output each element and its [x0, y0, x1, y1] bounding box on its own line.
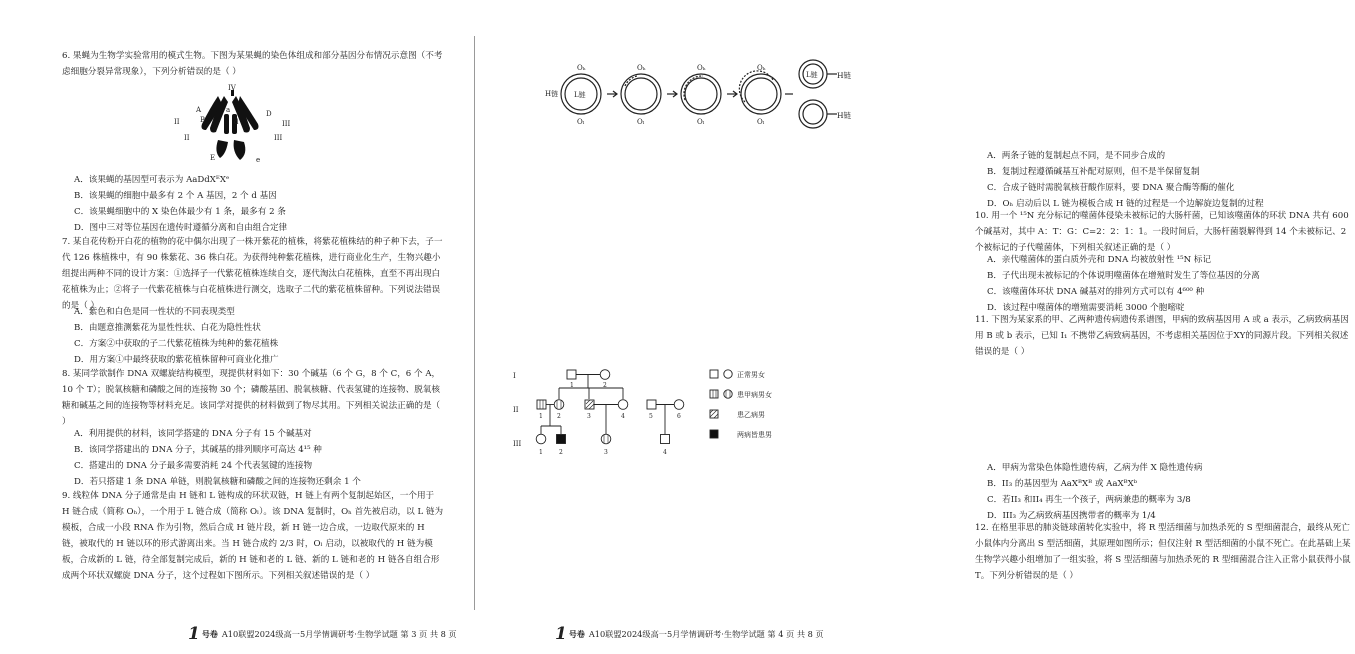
pedigree-ii4 — [618, 400, 628, 410]
stage-4-outer — [741, 74, 781, 114]
stage-3-inner — [685, 78, 717, 110]
q11-option-b: B．II₃ 的基因型为 AaXᴮXᴮ 或 AaXᴮXᵇ — [987, 479, 1138, 489]
gen-label-ii: II — [513, 406, 519, 414]
footer-right-text: A10联盟2024级高一5月学情调研考·生物学试题 第 4 页 共 8 页 — [588, 629, 824, 639]
label-iii-right: III — [282, 120, 291, 128]
pedigree-num-ii1: 1 — [539, 413, 543, 420]
label-ol-4: Oₗ — [757, 118, 765, 126]
pedigree-iii4 — [661, 435, 670, 444]
pedigree-iii3 — [601, 434, 611, 444]
q8-option-a: A．利用提供的材料，该同学搭建的 DNA 分子有 15 个碱基对 — [74, 429, 312, 439]
mtdna-replication-diagram — [547, 56, 837, 132]
label-oh-4: Oₕ — [757, 64, 766, 72]
q6-option-d: D．图中三对等位基因在遗传时遵循分离和自由组合定律 — [74, 223, 288, 233]
label-B: B — [200, 116, 206, 124]
pedigree-num-iii4: 4 — [663, 449, 667, 456]
chromosome-x-a — [224, 114, 229, 134]
question-10-stem: 10. 用一个 ¹⁵N 充分标记的噬菌体侵染未被标记的大肠杆菌，已知该噬菌体的环状 DNA 共有 600 个碱基对，其中 A：T：G：C=2：2：1：1。一段时间后，大肠杆菌裂解得到 14 个未被标记、2 个被标记的子代噬菌体，下列相关叙述正确的是（ ） — [975, 211, 1349, 253]
label-h-chain-left: H链 — [545, 90, 559, 98]
question-12-stem: 12. 在格里菲思的肺炎链球菌转化实验中，将 R 型活细菌与加热杀死的 S 型细菌混合，最终从死亡小鼠体内分离出 S 型活细菌，其原理如图所示；但仅注射 R 型活细菌的小鼠不死亡。在此基础上某生物学兴趣小组增加了一组实验，将 S 型活细菌与加热杀死的 R 型细菌混合注入正常小鼠获得小鼠 T。下列分析错误的是（ ） — [975, 523, 1351, 581]
q8-option-c: C．搭建出的 DNA 分子最多需要消耗 24 个代表氢键的连接物 — [74, 461, 313, 471]
q8-option-d: D．若只搭建 1 条 DNA 单链，则脱氧核糖和磷酸之间的连接物还剩余 1 个 — [74, 477, 361, 487]
pedigree-num-ii3: 3 — [587, 413, 591, 420]
right-page — [475, 0, 1351, 654]
label-l-chain-top: L链 — [806, 71, 818, 79]
legend-disease-a: 患甲病男女 — [737, 391, 772, 399]
label-oh-2: Oₕ — [637, 64, 646, 72]
q6-option-b: B．该果蝇的细胞中最多有 2 个 A 基因，2 个 d 基因 — [74, 191, 277, 201]
label-l-chain-inner: L链 — [574, 91, 586, 99]
chromosome-y-bottom — [234, 140, 246, 160]
label-oh-3: Oₕ — [697, 64, 706, 72]
label-D: D — [266, 110, 272, 118]
footer-right — [555, 624, 824, 644]
label-h-chain-right-1: H链 — [837, 71, 852, 80]
pedigree-num-iii1: 1 — [539, 449, 543, 456]
footer-left — [188, 624, 457, 644]
question-6-stem: 6. 果蝇为生物学实验常用的模式生物。下图为某果蝇的染色体组成和部分基因分布情况示意图（不考虑细胞分裂异常现象），下列分析错误的是（ ） — [62, 51, 443, 77]
stage-3-outer — [681, 74, 721, 114]
logo-mark-right: 1 — [555, 624, 567, 644]
left-page — [0, 0, 475, 654]
stage-2-inner — [625, 78, 657, 110]
pedigree-num-ii4: 4 — [621, 413, 625, 420]
q7-option-c: C．方案②中获取的子二代紫花植株为纯种的紫花植株 — [74, 339, 279, 349]
legend-normal: 正常男女 — [737, 371, 765, 379]
pedigree-ii1 — [537, 400, 546, 409]
q10-option-a: A．亲代噬菌体的蛋白质外壳和 DNA 均被放射性 ¹⁵N 标记 — [987, 255, 1212, 265]
q7-option-a: A．紫色和白色是同一性状的不同表现类型 — [74, 307, 235, 317]
q7-option-b: B．由题意推测紫花为显性性状、白花为隐性性状 — [74, 323, 261, 333]
label-oh-1: Oₕ — [577, 64, 586, 72]
q9-option-c: C．合成子链时需脱氧核苷酸作原料，要 DNA 聚合酶等酶的催化 — [987, 183, 1235, 193]
label-ii-left-2: II — [184, 134, 190, 142]
pedigree-ii2 — [554, 400, 564, 410]
q10-option-b: B．子代出现未被标记的个体说明噬菌体在增殖时发生了等位基因的分离 — [987, 271, 1260, 281]
stage-2-outer — [621, 74, 661, 114]
pedigree-num-ii6: 6 — [677, 413, 681, 420]
q11-option-d: D．III₃ 为乙病致病基因携带者的概率为 1/4 — [987, 511, 1156, 521]
gen-label-i: I — [513, 372, 516, 380]
label-A: A — [196, 106, 202, 114]
label-iv: IV — [228, 84, 236, 92]
question-9-stem: 9. 线粒体 DNA 分子通常是由 H 链和 L 链构成的环状双链，H 链上有两个复制起始区，一个用于 H 链合成（简称 Oₕ），一个用于 L 链合成（简称 Oₗ）。该 DNA 复制时，Oₕ 首先被启动，以 L 链为模板，合成一小段 RNA 作为引物，然后合成 H 链片段，新 H 链一边合成，一边取代原来的 H 链，被取代的 H 链以环的形式游离出来。当 H 链合成约 2/3 时，Oₗ 启动，以被取代的 H 链为模板，合成新的 L 链，待全部复制完成后，新的 H 链和老的 L 链、新的 L 链和老的 H 链各自组合形成两个环状双螺旋 DNA 分子，这个过程如下图所示。下列相关叙述错误的是（ ） — [62, 491, 444, 581]
footer-left-text: A10联盟2024级高一5月学情调研考·生物学试题 第 3 页 共 8 页 — [221, 629, 457, 639]
label-E: E — [210, 154, 216, 162]
label-ol-3: Oₗ — [697, 118, 705, 126]
label-ol-1: Oₗ — [577, 118, 585, 126]
pedigree-i2 — [600, 370, 610, 380]
pedigree-i1 — [567, 370, 576, 379]
label-e: e — [256, 156, 261, 164]
product-bottom-inner — [803, 104, 823, 124]
q10-option-d: D．该过程中噬菌体的增殖需要消耗 3000 个胞嘧啶 — [987, 303, 1185, 313]
q10-option-c: C．该噬菌体环状 DNA 碱基对的排列方式可以有 4⁶⁰⁰ 种 — [987, 287, 1205, 297]
pedigree-num-ii2: 2 — [557, 413, 561, 420]
q11-option-c: C．若II₃ 和II₄ 再生一个孩子，两病兼患的概率为 3/8 — [987, 495, 1191, 505]
chromosome-x-bottom — [216, 140, 228, 158]
q9-option-d: D．Oₕ 启动后以 L 链为模板合成 H 链的过程是一个边解旋边复制的过程 — [987, 199, 1264, 209]
question-8-stem: 8. 某同学欲制作 DNA 双螺旋结构模型，现提供材料如下：30 个碱基（6 个 G，8 个 C，6 个 A，10 个 T）；脱氧核糖和磷酸之间的连接物 30 个；磷酸基团、脱氧核糖、代表氢键的连接物、脱氧核糖和碱基之间的连接物等材料充足。该同学对提供的材料做到了物尽其用。下列相关说法正确的是（ ） — [62, 369, 441, 427]
question-7-stem: 7. 某自花传粉开白花的植物的花中偶尔出现了一株开紫花的植株，将紫花植株结的种子种下去，子一代 126 株植株中，有 90 株紫花、36 株白花。为获得纯种紫花植株，进行商业化生产，生物兴趣小组提出两种不同的设计方案：①选择子一代紫花植株连续自交，逐代淘汰白花植株，直至不再出现白花植株为止；②将子一代紫花植株与白花植株进行测交，选取子二代的紫花植株留种。下列说法错误的是（ ） — [62, 237, 443, 311]
chromosome-figure — [170, 84, 294, 166]
q8-option-b: B．该同学搭建出的 DNA 分子，其碱基的排列顺序可高达 4¹⁵ 种 — [74, 445, 322, 455]
q11-option-a: A．甲病为常染色体隐性遗传病，乙病为伴 X 隐性遗传病 — [987, 463, 1203, 473]
q9-option-b: B．复制过程遵循碱基互补配对原则，但不是半保留复制 — [987, 167, 1200, 177]
label-a: a — [226, 106, 231, 114]
legend-both: 两病皆患男 — [737, 431, 772, 439]
pedigree-iii2 — [557, 435, 566, 444]
stage-4-inner — [745, 78, 777, 110]
pedigree-iii1 — [536, 434, 546, 444]
gen-label-iii: III — [513, 440, 522, 448]
pedigree-num-ii5: 5 — [649, 413, 653, 420]
question-11-stem: 11. 下图为某家系的甲、乙两种遗传病遗传系谱图，甲病的致病基因用 A 或 a 表示，乙病致病基因用 B 或 b 表示，已知 I₁ 不携带乙病致病基因，不考虑相关基因位于XY的同源片段。下列相关叙述错误的是（ ） — [975, 315, 1349, 357]
pedigree-legend-symbols — [709, 368, 735, 448]
label-h-chain-right-2: H链 — [837, 111, 852, 120]
q7-option-d: D．用方案①中最终获取的紫花植株留种可商业化推广 — [74, 355, 279, 365]
label-ii-left: II — [174, 118, 180, 126]
label-d: d — [234, 118, 239, 126]
logo-sub-right: 号卷 — [568, 629, 585, 639]
q6-option-a: A．该果蝇的基因型可表示为 AaDdXᴱXᵉ — [74, 175, 230, 185]
pedigree-num-i2: 2 — [603, 382, 607, 389]
pedigree-ii6 — [674, 400, 684, 410]
logo-mark: 1 — [188, 624, 200, 644]
pedigree-num-i1: 1 — [570, 382, 574, 389]
q6-option-c: C．该果蝇细胞中的 X 染色体最少有 1 条，最多有 2 条 — [74, 207, 286, 217]
legend-disease-b: 患乙病男 — [737, 411, 765, 419]
q9-option-a: A．两条子链的复制起点不同，是不同步合成的 — [987, 151, 1166, 161]
logo-sub: 号卷 — [201, 629, 218, 639]
label-ol-2: Oₗ — [637, 118, 645, 126]
label-iii-right-2: III — [274, 134, 283, 142]
pedigree-num-iii3: 3 — [604, 449, 608, 456]
pedigree-num-iii2: 2 — [559, 449, 563, 456]
pedigree-chart — [511, 366, 701, 462]
pedigree-ii5 — [647, 400, 656, 409]
